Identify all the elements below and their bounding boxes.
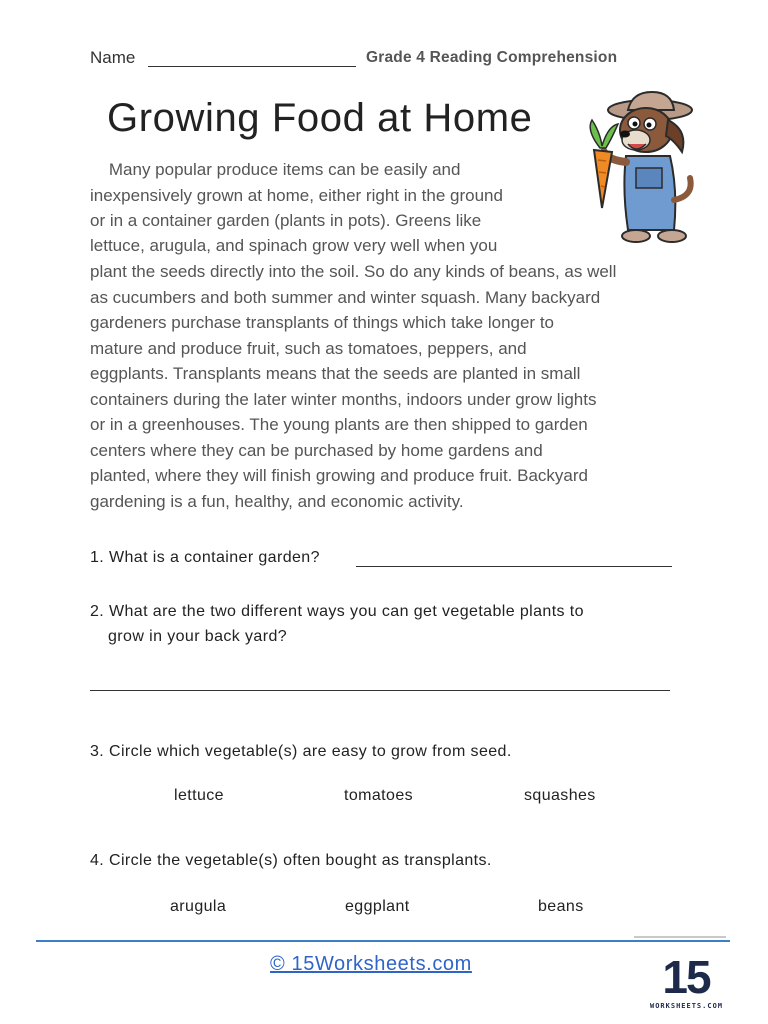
question-1-answer-line[interactable]: [356, 566, 672, 567]
option-beans[interactable]: beans: [538, 898, 584, 915]
question-2: 2. What are the two different ways you can get vegetable plants to: [90, 603, 584, 620]
passage-line: or in a container garden (plants in pots). Greens like: [90, 211, 482, 230]
option-lettuce[interactable]: lettuce: [174, 787, 224, 804]
option-tomatoes[interactable]: tomatoes: [344, 787, 414, 804]
passage-line: mature and produce fruit, such as tomatoes, peppers, and: [90, 339, 527, 358]
worksheets-logo: [650, 950, 722, 1016]
passage-line: eggplants. Transplants means that the seeds are planted in small: [90, 364, 581, 383]
option-squashes[interactable]: squashes: [524, 787, 596, 804]
question-2-answer-line[interactable]: [90, 690, 670, 691]
passage-line: or in a greenhouses. The young plants are then shipped to garden: [90, 415, 588, 434]
footer-divider: [36, 940, 730, 942]
farmer-dog-with-carrot-icon: [578, 90, 700, 248]
passage-line: gardening is a fun, healthy, and economic activity.: [90, 492, 464, 511]
passage-line: centers where they can be purchased by home gardens and: [90, 441, 543, 460]
footer-divider-accent: [634, 936, 726, 938]
passage-line: gardeners purchase transplants of things which take longer to: [90, 313, 554, 332]
option-arugula[interactable]: arugula: [170, 898, 227, 915]
logo-text: WORKSHEETS.COM: [650, 1002, 724, 1010]
question-2-continued: grow in your back yard?: [108, 628, 288, 645]
name-label: Name: [90, 48, 136, 67]
question-1: 1. What is a container garden?: [90, 549, 320, 566]
logo-number: 15: [662, 951, 710, 1003]
question-4: 4. Circle the vegetable(s) often bought as transplants.: [90, 852, 492, 869]
copyright-link[interactable]: © 15Worksheets.com: [270, 953, 472, 975]
passage-line: containers during the later winter months, indoors under grow lights: [90, 390, 597, 409]
name-answer-line[interactable]: [148, 66, 356, 67]
page-title: Growing Food at Home: [107, 96, 533, 140]
passage-line: inexpensively grown at home, either right in the ground: [90, 186, 503, 205]
passage-line: Many popular produce items can be easily and: [90, 160, 461, 179]
passage-line: planted, where they will finish growing and produce fruit. Backyard: [90, 466, 588, 485]
passage-line: as cucumbers and both summer and winter squash. Many backyard: [90, 288, 601, 307]
option-eggplant[interactable]: eggplant: [345, 898, 410, 915]
passage-line: plant the seeds directly into the soil. So do any kinds of beans, as well: [90, 262, 617, 281]
question-3: 3. Circle which vegetable(s) are easy to grow from seed.: [90, 743, 512, 760]
passage-line: lettuce, arugula, and spinach grow very well when you: [90, 236, 498, 255]
grade-label: Grade 4 Reading Comprehension: [366, 49, 618, 66]
